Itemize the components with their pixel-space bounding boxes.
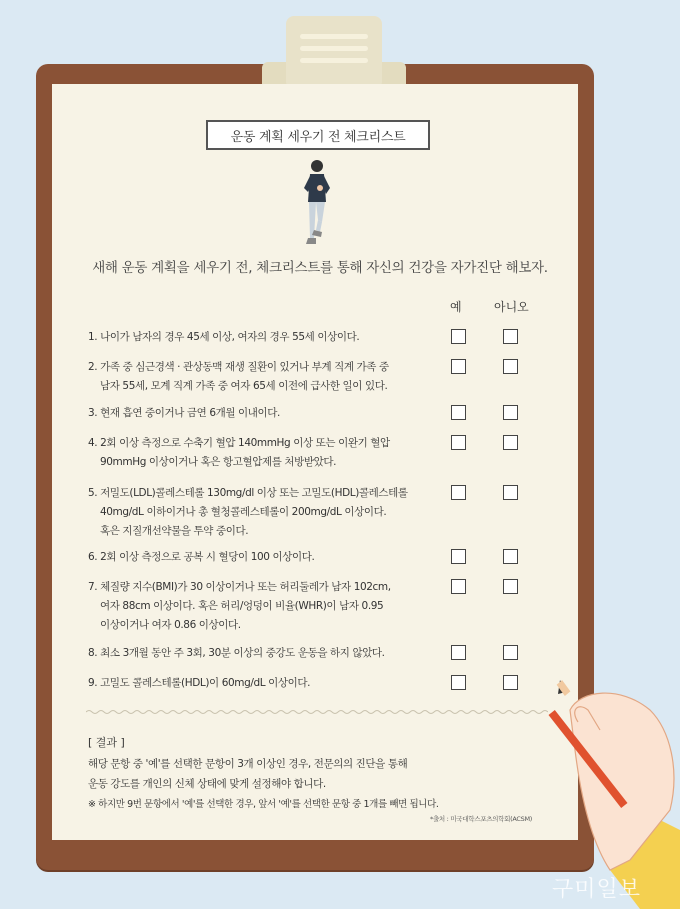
checkbox-no-5[interactable] [503,485,518,500]
checkbox-no-8[interactable] [503,645,518,660]
checkbox-yes-1[interactable] [451,329,466,344]
question-4 [88,434,438,472]
question-line: 40mg/dL 이하이거나 총 혈청콜레스테롤이 200mg/dL 이상이다. [100,506,387,518]
question-line: 남자 55세, 모계 직계 가족 중 여자 65세 이전에 급사한 일이 있다. [100,380,388,392]
question-line: 여자 88cm 이상이다. 혹은 허리/엉덩이 비율(WHR)이 남자 0.95 [100,600,384,612]
result-title: [ 결과 ] [88,736,125,749]
question-8 [88,644,438,663]
result-line-2: 운동 강도를 개인의 신체 상태에 맞게 설정해야 합니다. [88,778,326,790]
question-line: 90mmHg 이상이거나 혹은 항고혈압제를 처방받았다. [100,456,337,468]
question-3 [88,404,438,423]
question-line: 6. 2회 이상 측정으로 공복 시 혈당이 100 이상이다. [88,551,315,563]
clipboard-clip [286,16,382,86]
checkbox-no-2[interactable] [503,359,518,374]
checkbox-yes-4[interactable] [451,435,466,450]
checkbox-no-4[interactable] [503,435,518,450]
question-2 [88,358,438,396]
checkbox-no-7[interactable] [503,579,518,594]
question-line: 2. 가족 중 심근경색 · 관상동맥 재생 질환이 있거나 부계 직계 가족 중 [88,361,389,373]
wavy-divider [86,709,548,715]
question-line: 혹은 지질개선약물을 투약 중이다. [100,525,249,537]
column-yes-header: 예 [450,300,462,314]
question-7 [88,578,438,635]
checkbox-yes-7[interactable] [451,579,466,594]
checkbox-yes-3[interactable] [451,405,466,420]
question-line: 3. 현재 흡연 중이거나 금연 6개월 이내이다. [88,407,280,419]
source-credit: *출처 : 미국대학스포츠의학회(ACSM) [430,815,532,823]
person-illustration [296,158,336,248]
result-note: ※ 하지만 9번 문항에서 '예'를 선택한 경우, 앞서 '예'를 선택한 문항 중 1개를 빼면 됩니다. [88,799,439,810]
question-6 [88,548,438,567]
result-line-1: 해당 문항 중 '예'를 선택한 문항이 3개 이상인 경우, 전문의의 진단을 통해 [88,758,408,770]
watermark: 구미일보 [552,877,642,902]
intro-text: 새해 운동 계획을 세우기 전, 체크리스트를 통해 자신의 건강을 자가진단 해보자. [92,260,548,276]
checkbox-no-6[interactable] [503,549,518,564]
page-title: 운동 계획 세우기 전 체크리스트 [206,120,430,150]
checkbox-no-1[interactable] [503,329,518,344]
checkbox-yes-2[interactable] [451,359,466,374]
checkbox-yes-8[interactable] [451,645,466,660]
question-5 [88,484,438,541]
question-9 [88,674,438,693]
question-line: 9. 고밀도 콜레스테롤(HDL)이 60mg/dL 이상이다. [88,677,311,689]
checkbox-no-3[interactable] [503,405,518,420]
question-line: 4. 2회 이상 측정으로 수축기 혈압 140mmHg 이상 또는 이완기 혈압 [88,437,390,449]
checkbox-no-9[interactable] [503,675,518,690]
column-no-header: 아니오 [494,300,529,314]
question-line: 1. 나이가 남자의 경우 45세 이상, 여자의 경우 55세 이상이다. [88,331,360,343]
question-line: 8. 최소 3개월 동안 주 3회, 30분 이상의 중강도 운동을 하지 않았다. [88,647,385,659]
checkbox-yes-5[interactable] [451,485,466,500]
question-line: 7. 체질량 지수(BMI)가 30 이상이거나 또는 허리둘레가 남자 102cm, [88,581,391,593]
checkbox-yes-9[interactable] [451,675,466,690]
checkbox-yes-6[interactable] [451,549,466,564]
question-line: 이상이거나 여자 0.86 이상이다. [100,619,241,631]
question-line: 5. 저밀도(LDL)콜레스테롤 130mg/dl 이상 또는 고밀도(HDL)콜레스테롤 [88,487,408,499]
question-1 [88,328,438,347]
